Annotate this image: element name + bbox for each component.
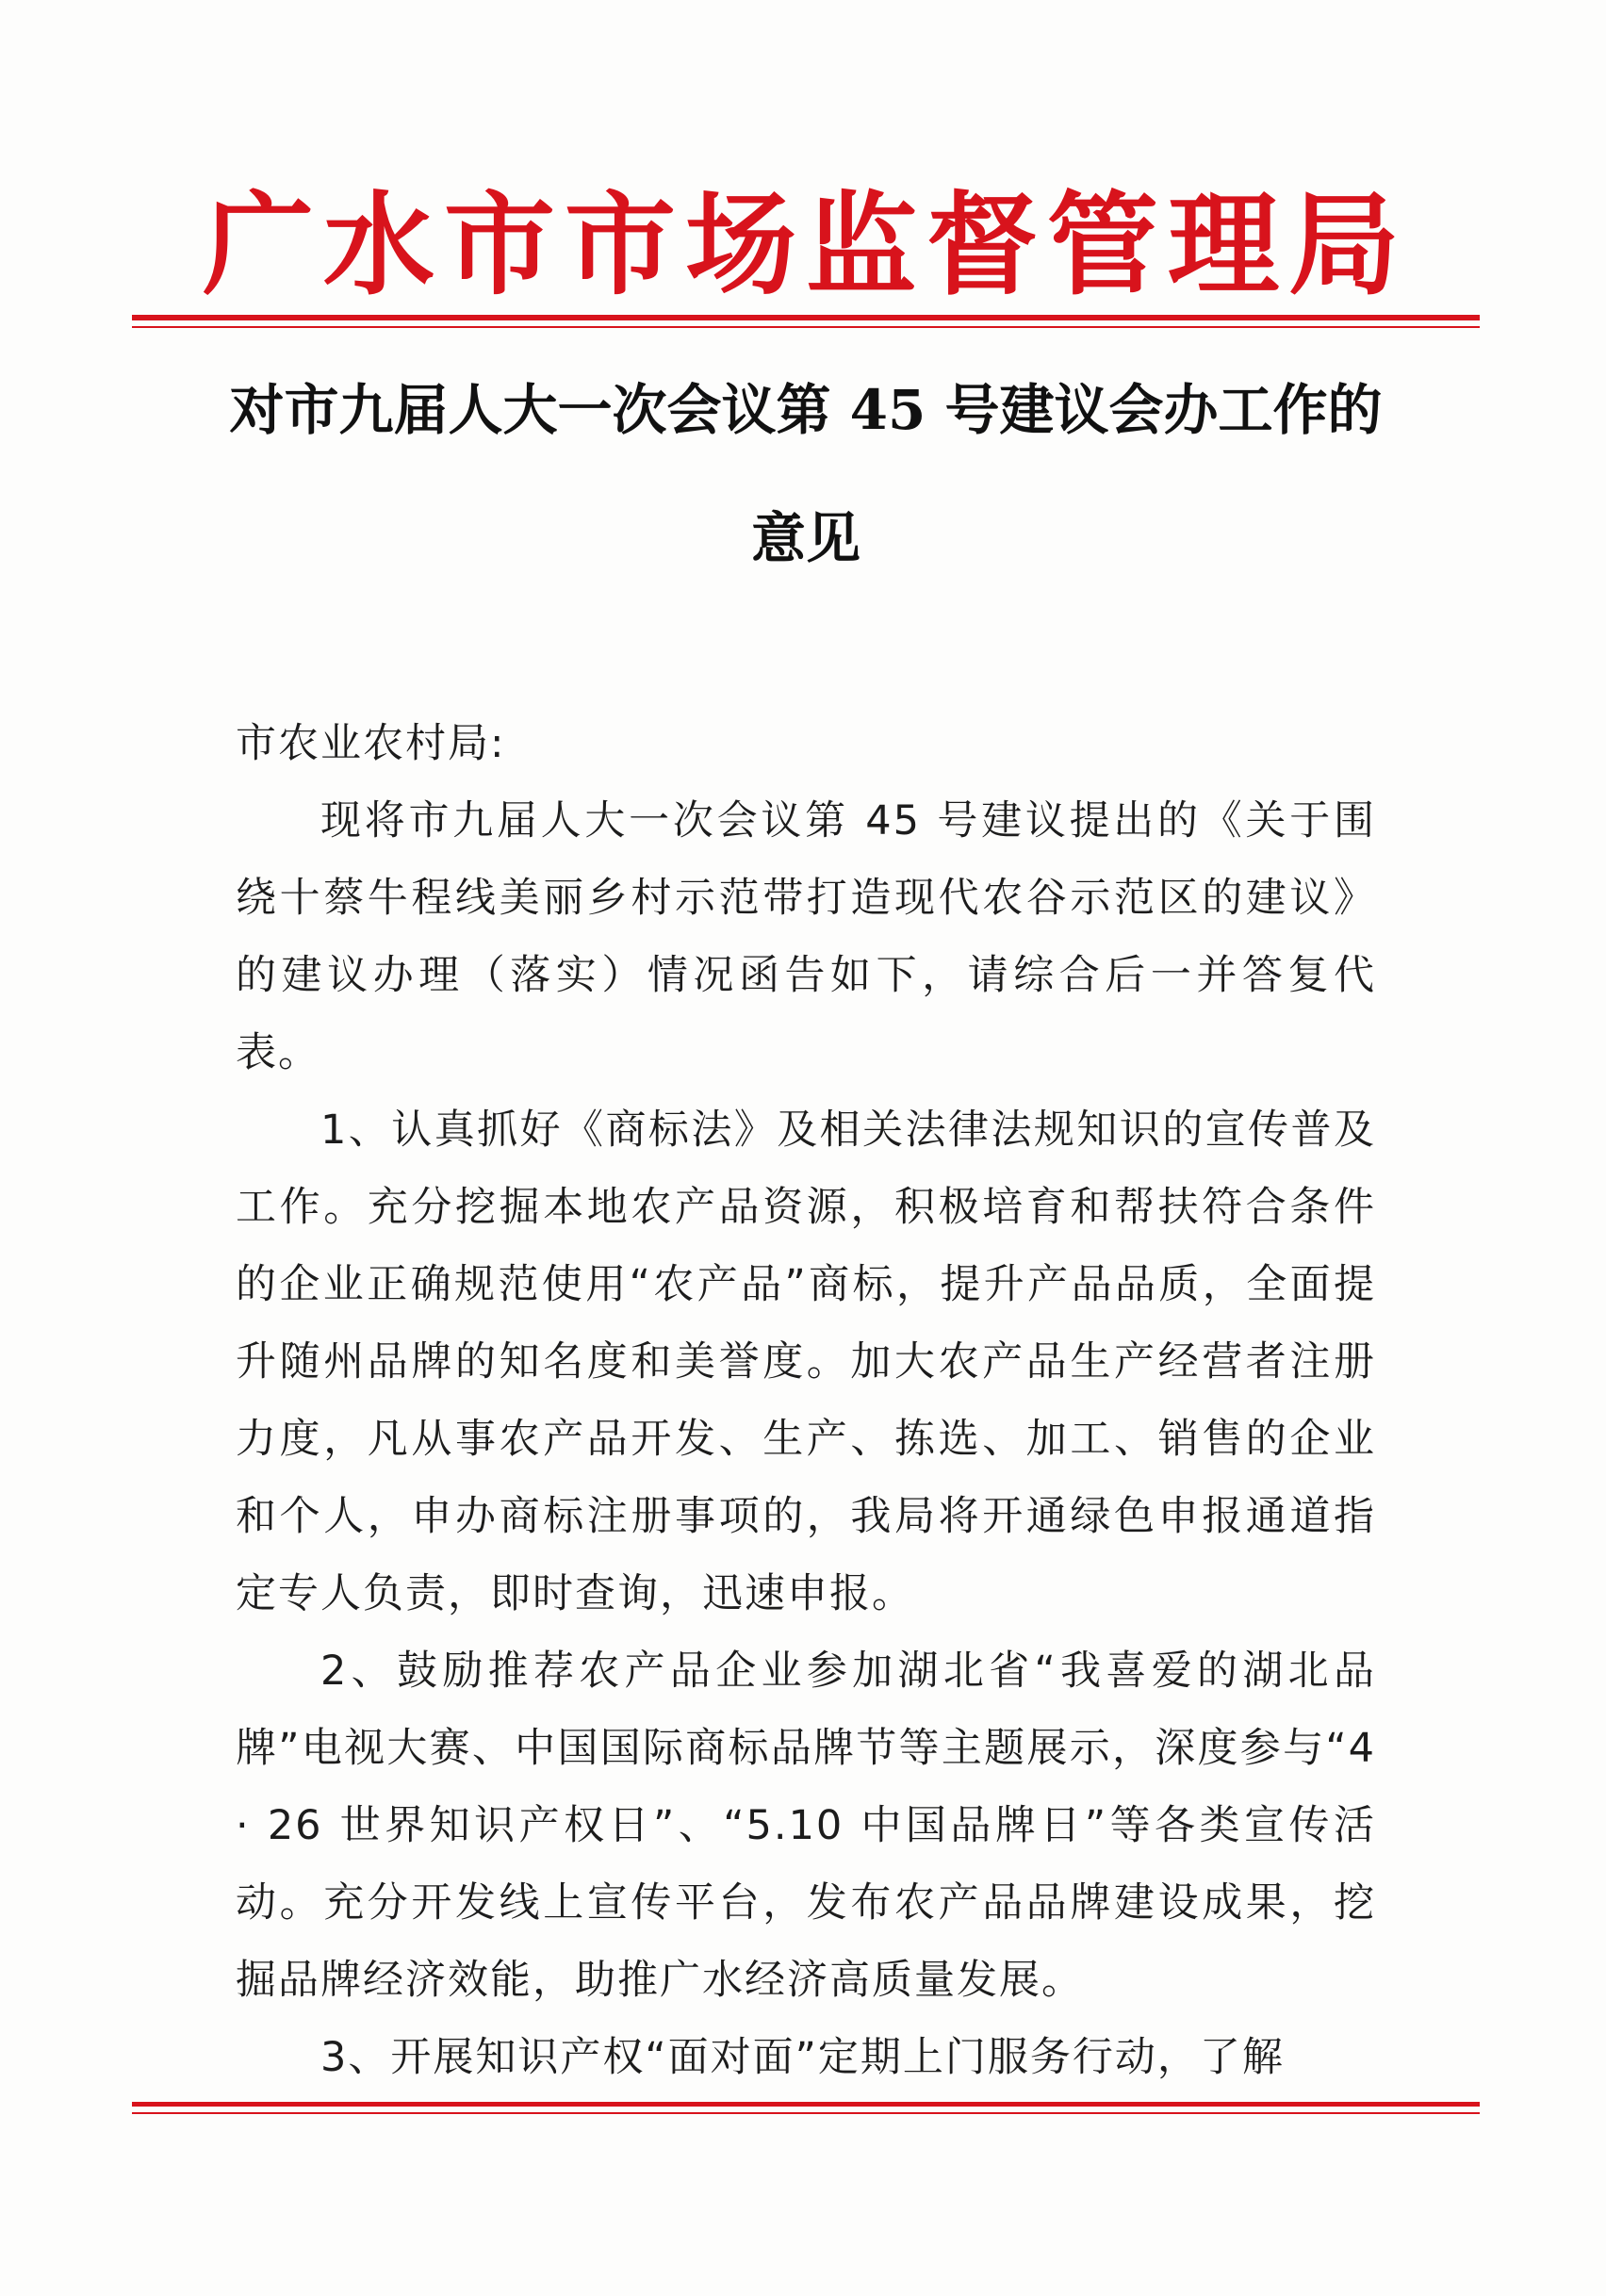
document-body xyxy=(236,782,1376,2096)
document-title-line-2: 意见 xyxy=(750,506,860,570)
footer-rule-thick xyxy=(132,2102,1480,2107)
document-title-line-1: 对市九届人大一次会议第 45 号建议会办工作的 xyxy=(229,378,1383,442)
body-paragraph-3: 3、开展知识产权“面对面”定期上门服务行动，了解 xyxy=(320,2034,1285,2081)
body-paragraph-intro: 现将市九届人大一次会议第 45 号建议提出的《关于围绕十蔡牛程线美丽乡村示范带打造现代农谷示范区的建议》的建议办理（落实）情况函告如下，请综合后一并答复代表。 xyxy=(236,797,1376,1076)
footer-rule-thin xyxy=(132,2112,1480,2114)
salutation: 市农业农村局: xyxy=(236,720,506,767)
letterhead-org-name: 广水市市场监督管理局 xyxy=(202,180,1409,310)
body-paragraph-2: 2、鼓励推荐农产品企业参加湖北省“我喜爱的湖北品牌”电视大赛、中国国际商标品牌节等主题展示，深度参与“4 · 26 世界知识产权日”、“5.10 中国品牌日”等各类宣传活动。充分开发线上宣传平台，发布农产品品牌建设成果，挖掘品牌经济效能，助推广水经济高质量发展。 xyxy=(236,1648,1376,2004)
letterhead-rule-thick xyxy=(132,315,1480,320)
letterhead-rule-thin xyxy=(132,326,1480,328)
body-paragraph-1: 1、认真抓好《商标法》及相关法律法规知识的宣传普及工作。充分挖掘本地农产品资源，积极培育和帮扶符合条件的企业正确规范使用“农产品”商标，提升产品品质，全面提升随州品牌的知名度和美誉度。加大农产品生产经营者注册力度，凡从事农产品开发、生产、拣选、加工、销售的企业和个人，申办商标注册事项的，我局将开通绿色申报通道指定专人负责，即时查询，迅速申报。 xyxy=(236,1107,1376,1617)
